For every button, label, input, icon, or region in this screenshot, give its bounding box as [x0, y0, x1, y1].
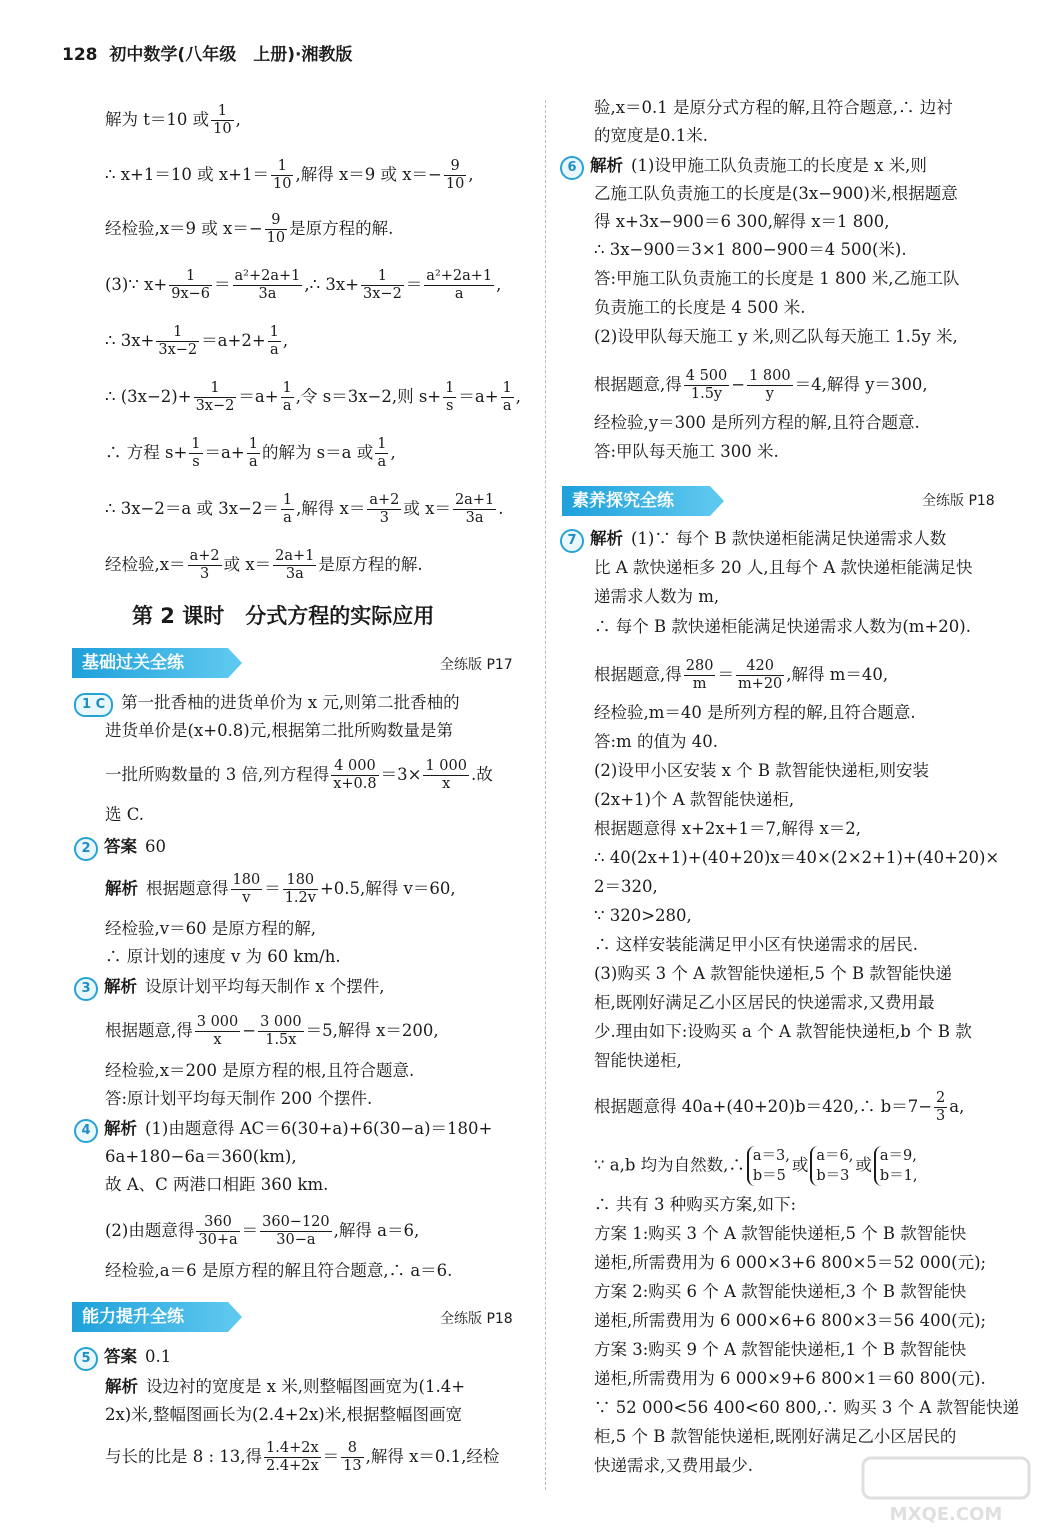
- solution-line: ∴ 这样安装能满足甲小区有快递需求的居民.: [594, 935, 918, 954]
- section-ref: 全练版 P18: [440, 1311, 513, 1327]
- solution-line: 递柜,所需费用为 6 000×9+6 800×1＝60 800(元).: [594, 1369, 986, 1388]
- solution-line: ∴ (3x−2)+ $\frac{1}{3x-2}$ ＝a+ $\frac{1}{a}$ ,令 s＝3x−2,则 s+ $\frac{1}{s}$ ＝a+ $\frac{1}{a}$ ,: [105, 380, 522, 414]
- book-title: 初中数学(八年级 上册)·湘教版: [109, 45, 353, 65]
- solution-line: 方案 1:购买 3 个 A 款智能快递柜,5 个 B 款智能快: [594, 1224, 967, 1243]
- question-number-badge: 3: [74, 977, 98, 1001]
- solution-line: 根据题意得 40a+(40+20)b＝420,∴ b＝7− $\frac{2}{3}$ a,: [594, 1090, 965, 1124]
- solution-line: 递柜,所需费用为 6 000×6+6 800×3＝56 400(元);: [594, 1311, 987, 1330]
- solution-line: 经检验,x＝9 或 x＝− $\frac{9}{10}$ 是原方程的解.: [105, 212, 394, 246]
- section-banner-basic: 基础过关全练: [72, 648, 228, 678]
- section-ref: 全练版 P18: [922, 493, 995, 509]
- question-number-badge: 1 C: [74, 693, 113, 717]
- solution-line: ∴ x+1＝10 或 x+1＝ $\frac{1}{10}$ ,解得 x＝9 或 x＝− $\frac{9}{10}$ ,: [105, 158, 474, 192]
- section-ref: 全练版 P17: [440, 657, 513, 673]
- solution-line: ∴ 3x+ $\frac{1}{3x-2}$ ＝a+2+ $\frac{1}{a}$ ,: [105, 324, 289, 358]
- solution-line: 得 x+3x−900＝6 300,解得 x＝1 800,: [594, 212, 890, 231]
- question-1: 1 C 第一批香柚的进货单价为 x 元,则第二批香柚的: [74, 692, 460, 717]
- solution-line: 根据题意,得 $\frac{4 500}{1.5y}$ − $\frac{1 800}{y}$ ＝4,解得 y＝300,: [594, 368, 928, 402]
- question-7: 7 解析 (1)∵ 每个 B 款快递柜能满足快递需求人数: [560, 528, 946, 553]
- solution-line: 比 A 款快递柜多 20 人,且每个 A 款快递柜能满足快: [594, 558, 973, 577]
- solution-line: 解为 t＝10 或 $\frac{1}{10}$ ,: [105, 103, 241, 137]
- solution-line: 经检验,m＝40 是所列方程的解,且符合题意.: [594, 703, 916, 722]
- solution-line: ∴ 每个 B 款快递柜能满足快递需求人数为(m+20).: [594, 617, 971, 636]
- solution-line: 根据题意,得 $\frac{3 000}{x}$ − $\frac{3 000}{1.5x}$ ＝5,解得 x＝200,: [105, 1014, 439, 1048]
- solution-line: 2x)米,整幅图画长为(2.4+2x)米,根据整幅图画宽: [105, 1405, 462, 1424]
- question-3: 3 解析 设原计划平均每天制作 x 个摆件,: [74, 976, 385, 1001]
- solution-line: ∵ 52 000<56 400<60 800,∴ 购买 3 个 A 款智能快递: [594, 1398, 1019, 1417]
- solution-line: 智能快递柜,: [594, 1051, 682, 1070]
- question-4: 4 解析 (1)由题意得 AC＝6(30+a)+6(30−a)＝180+: [74, 1118, 492, 1143]
- solution-line: (2)由题意得 $\frac{360}{30+a}$ ＝ $\frac{360-120}{30-a}$ ,解得 a＝6,: [105, 1214, 420, 1248]
- solution-line: 柜,既刚好满足乙小区居民的快递需求,又费用最: [594, 993, 935, 1012]
- solution-line: 经检验,y＝300 是所列方程的解,且符合题意.: [594, 413, 920, 432]
- solution-line: 柜,5 个 B 款智能快递柜,既刚好满足乙小区居民的: [594, 1427, 957, 1446]
- solution-line: ∴ 3x−900＝3×1 800−900＝4 500(米).: [594, 240, 907, 259]
- solution-line: (3)购买 3 个 A 款智能快递柜,5 个 B 款智能快递: [594, 964, 952, 983]
- question-number-badge: 2: [74, 837, 98, 861]
- solution-line: 进货单价是(x+0.8)元,根据第二批所购数量是第: [105, 721, 453, 740]
- page-header: [62, 40, 352, 65]
- question-5: 5 答案 0.1: [74, 1346, 171, 1371]
- solution-line: 负责施工的长度是 4 500 米.: [594, 298, 806, 317]
- solution-line: 乙施工队负责施工的长度是(3x−900)米,根据题意: [594, 184, 958, 203]
- solution-line: 验,x＝0.1 是原分式方程的解,且符合题意,∴ 边衬: [594, 98, 953, 117]
- question-number-badge: 7: [560, 529, 584, 553]
- solution-line: 快递需求,又费用最少.: [594, 1456, 753, 1475]
- solution-line: (2)设甲小区安装 x 个 B 款智能快递柜,则安装: [594, 761, 930, 780]
- solution-line: 解析 根据题意得 $\frac{180}{v}$ ＝ $\frac{180}{1.2v}$ +0.5,解得 v＝60,: [105, 872, 456, 906]
- solution-line: 根据题意,得 $\frac{280}{m}$ ＝ $\frac{420}{m+20}$ ,解得 m＝40,: [594, 658, 889, 692]
- solution-line: 根据题意得 x+2x+1＝7,解得 x＝2,: [594, 819, 862, 838]
- column-divider: [545, 100, 546, 1490]
- question-2: 2 答案 60: [74, 836, 166, 861]
- solution-line: 少.理由如下:设购买 a 个 A 款智能快递柜,b 个 B 款: [594, 1022, 972, 1041]
- equation-system: a＝9, b＝1,: [874, 1146, 918, 1186]
- solution-line: 故 A、C 两港口相距 360 km.: [105, 1175, 329, 1194]
- lesson-title: 第 2 课时 分式方程的实际应用: [132, 604, 435, 628]
- solution-line: 2＝320,: [594, 877, 658, 896]
- solution-line: 递需求人数为 m,: [594, 587, 720, 606]
- solution-line: 答:甲施工队负责施工的长度是 1 800 米,乙施工队: [594, 269, 960, 288]
- solution-line: 答:m 的值为 40.: [594, 732, 718, 751]
- solution-line: 一批所购数量的 3 倍,列方程得 $\frac{4 000}{x+0.8}$ ＝3× $\frac{1 000}{x}$ .故: [105, 758, 493, 792]
- page-number: 128: [62, 45, 98, 65]
- solution-line: ∵ a,b 均为自然数,∴ a＝3, b＝5 或 a＝6, b＝3 或 a＝9, b＝1,: [594, 1148, 918, 1184]
- solution-line: 答:原计划平均每天制作 200 个摆件.: [105, 1089, 373, 1108]
- solution-line: 方案 3:购买 9 个 A 款智能快递柜,1 个 B 款智能快: [594, 1340, 967, 1359]
- solution-line: 选 C.: [105, 805, 145, 824]
- solution-line: 解析 设边衬的宽度是 x 米,则整幅图画宽为(1.4+: [105, 1377, 466, 1396]
- solution-line: ∴ 原计划的速度 v 为 60 km/h.: [105, 947, 341, 966]
- solution-line: 递柜,所需费用为 6 000×3+6 800×5＝52 000(元);: [594, 1253, 987, 1272]
- solution-line: 的宽度是0.1米.: [594, 126, 708, 145]
- solution-line: ∴ 40(2x+1)+(40+20)x＝40×(2×2+1)+(40+20)×: [594, 848, 1000, 867]
- solution-line: 与长的比是 8 : 13,得 $\frac{1.4+2x}{2.4+2x}$ ＝ $\frac{8}{13}$ ,解得 x＝0.1,经检: [105, 1440, 500, 1474]
- question-number-badge: 5: [74, 1347, 98, 1371]
- question-6: 6 解析 (1)设甲施工队负责施工的长度是 x 米,则: [560, 155, 927, 180]
- question-number-badge: 6: [560, 156, 584, 180]
- solution-line: (2x+1)个 A 款智能快递柜,: [594, 790, 795, 809]
- solution-line: (3)∵ x+ $\frac{1}{9x-6}$ ＝ $\frac{\text{a²+2a+1}}{3a}$ ,∴ 3x+ $\frac{1}{3x-2}$ ＝ $\frac{\text{a²+2a+1}}{a}$ ,: [105, 268, 502, 302]
- watermark-logo: [861, 1456, 1031, 1526]
- section-banner-ability: 能力提升全练: [72, 1302, 228, 1332]
- solution-line: ∴ 共有 3 种购买方案,如下:: [594, 1195, 797, 1214]
- equation-system: a＝6, b＝3: [810, 1146, 853, 1186]
- solution-line: ∵ 320>280,: [594, 906, 692, 925]
- question-number-badge: 4: [74, 1119, 98, 1143]
- solution-line: ∴ 3x−2＝a 或 3x−2＝ $\frac{1}{a}$ ,解得 x＝ $\frac{a+2}{3}$ 或 x＝ $\frac{2a+1}{3a}$ .: [105, 492, 504, 526]
- solution-line: 方案 2:购买 6 个 A 款智能快递柜,3 个 B 款智能快: [594, 1282, 967, 1301]
- equation-system: a＝3, b＝5: [747, 1146, 790, 1186]
- solution-line: 经检验,x＝ $\frac{a+2}{3}$ 或 x＝ $\frac{2a+1}{3a}$ 是原方程的解.: [105, 548, 423, 582]
- solution-line: (2)设甲队每天施工 y 米,则乙队每天施工 1.5y 米,: [594, 327, 958, 346]
- solution-line: 经检验,x＝200 是原方程的根,且符合题意.: [105, 1061, 415, 1080]
- svg-text:MXQE.COM: MXQE.COM: [889, 1504, 1003, 1525]
- solution-line: 6a+180−6a＝360(km),: [105, 1147, 297, 1166]
- solution-line: ∴ 方程 s+ $\frac{1}{s}$ ＝a+ $\frac{1}{a}$ 的解为 s＝a 或 $\frac{1}{a}$ ,: [105, 436, 396, 470]
- solution-line: 经检验,a＝6 是原方程的解且符合题意,∴ a＝6.: [105, 1261, 453, 1280]
- solution-line: 经检验,v＝60 是原方程的解,: [105, 919, 317, 938]
- solution-line: 答:甲队每天施工 300 米.: [594, 442, 779, 461]
- section-banner-literacy: 素养探究全练: [562, 486, 710, 516]
